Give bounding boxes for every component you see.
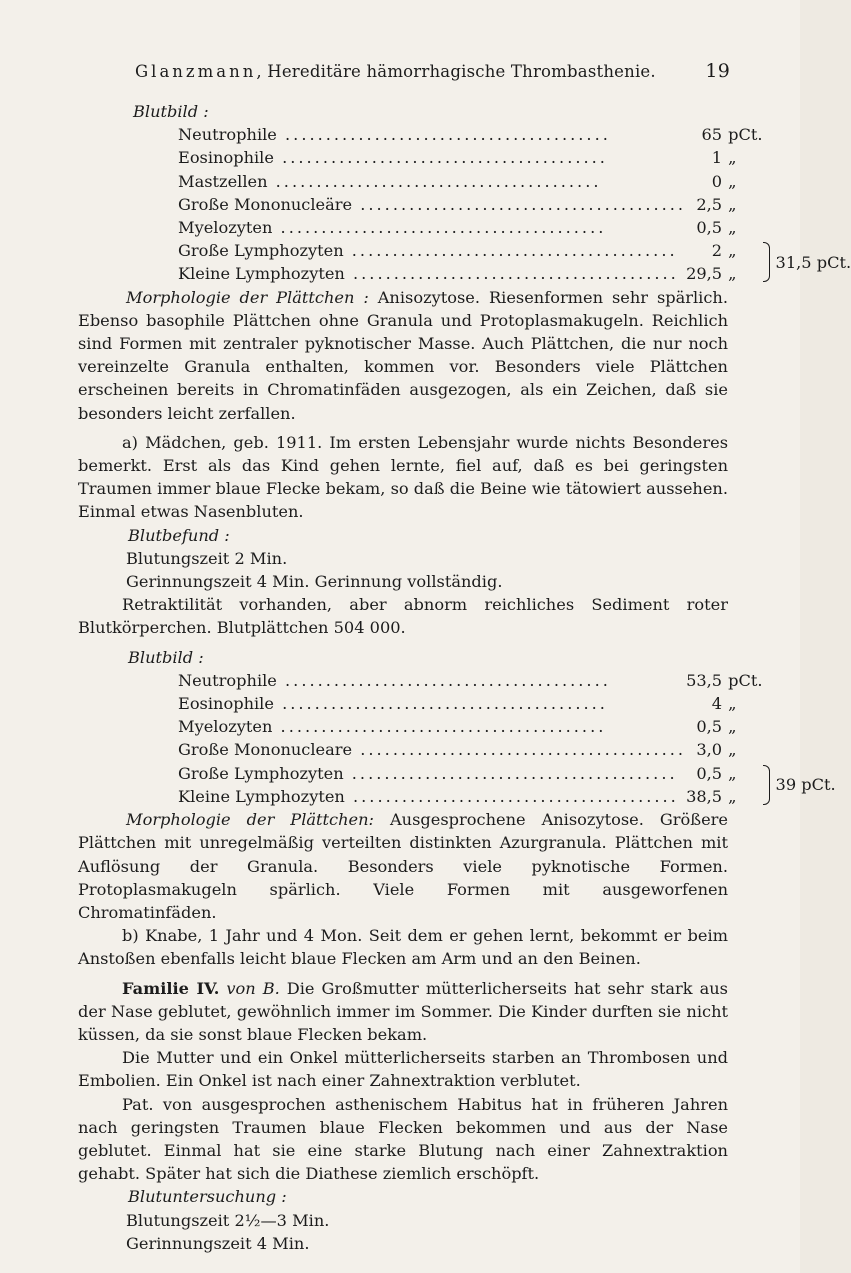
cell-name: Große Mononucleäre ........................................ [178,194,687,214]
running-header [135,60,730,82]
page-number: 19 [705,60,730,82]
cell-name: Große Mononucleare ........................................ [178,740,687,760]
cell-unit: „ [728,264,737,284]
morphology-label-1: Morphologie der Plättchen : [126,287,369,307]
familie-4-heading: Familie IV. [122,978,220,998]
cell-unit: „ [728,717,737,737]
cell-value: 2,5 [696,194,723,214]
familie-4-paragraph-3: Pat. von ausgesprochen asthenischem Habitus hat in früheren Jahren nach geringsten Traumen blaue Flecken bekommen und aus der Nase geblutet. Einmal hat sie eine starke Blutung nach einer Zahnextraktion gehabt. Später hat sich die Diathese ziemlich erschöpft. [78,1094,728,1184]
cell-unit: „ [728,194,737,214]
blutuntersuchung-label: Blutuntersuchung : [128,1187,287,1207]
cell-name: Eosinophile ........................................ [178,694,608,714]
familie-4-paragraph-2: Die Mutter und ein Onkel mütterlicherseits starben an Thrombosen und Embolien. Ein Onkel ist nach einer Zahnextraktion verblutet. [78,1048,728,1091]
blutbild-2-row [178,738,836,761]
cell-value: 38,5 [686,786,723,806]
brace-icon [763,765,770,805]
cell-name: Große Lymphozyten ........................................ [178,763,678,783]
blutbild-1-row [178,216,851,239]
brace-total-text: 31,5 pCt. [775,252,851,272]
cell-value: 53,5 [686,670,723,690]
cell-unit: „ [728,763,737,783]
blutbild-table-1 [178,123,851,285]
cell-name: Mastzellen ........................................ [178,171,602,191]
blutbild-table-2 [178,669,836,808]
blutbild-1-row [178,146,851,169]
familie-4-heading-name: von B. [226,978,280,998]
blutungszeit-line: Blutungszeit 2 Min. [126,548,288,568]
familie-4-paragraph-1 [78,977,728,1047]
cell-unit: pCt. [728,670,763,690]
cell-value: 0,5 [696,218,723,238]
cell-unit: „ [728,218,737,238]
cell-unit: „ [728,241,737,261]
cell-name: Myelozyten ........................................ [178,218,607,238]
cell-value: 0 [711,171,723,191]
case-b-paragraph: b) Knabe, 1 Jahr und 4 Mon. Seit dem er gehen lernt, bekommt er beim Anstoßen ebenfalls leicht blaue Flecken am Arm und an den Beinen. [78,926,728,969]
retraktilitaet-paragraph: Retraktilität vorhanden, aber abnorm reichliches Sediment roter Blutkörperchen. Blutplättchen 504 000. [78,595,728,638]
header-title-text: , Hereditäre hämorrhagische Thrombasthenie. [256,62,656,81]
blutbild-1-row [178,239,851,262]
morphology-text-2: Ausgesprochene Anisozytose. Größere Plättchen mit unregelmäßig verteilten distinkten Azurgranula. Plättchen mit Auflösung der Granula. Besonders viele pyknotische Formen. Protoplasmakugeln spärlich. Viele Formen mit ausgeworfenen Chromatinfäden. [78,810,728,922]
blutbild-1-row [178,123,851,146]
cell-unit: „ [728,786,737,806]
cell-name: Eosinophile ........................................ [178,148,608,168]
cell-unit: pCt. [728,125,763,145]
morphology-label-2: Morphologie der Plättchen: [126,810,374,830]
cell-unit: „ [728,740,737,760]
cell-value: 0,5 [696,763,723,783]
cell-value: 1 [711,148,723,168]
blutbild-2-row [178,762,836,785]
blutbild-2-row [178,715,836,738]
cell-unit: „ [728,171,737,191]
brace-total [763,239,851,285]
brace-total [763,762,836,808]
blutbild-1-row [178,262,851,285]
cell-value: 2 [711,241,723,261]
gerinnungszeit-line: Gerinnungszeit 4 Min. Gerinnung vollständig. [126,572,503,592]
blutbild-2-row [178,692,836,715]
blutbild-label-1: Blutbild : [133,102,209,121]
brace-icon [763,242,770,282]
cell-name: Kleine Lymphozyten ........................................ [178,264,679,284]
cell-name: Neutrophile ........................................ [178,670,611,690]
blutungszeit-line-2: Blutungszeit 2½—3 Min. [126,1210,330,1230]
blutbefund-label: Blutbefund : [128,525,230,545]
header-author: Glanzmann [135,62,257,81]
morphology-paragraph-1 [78,286,728,425]
cell-unit: „ [728,148,737,168]
cell-value: 65 [701,125,723,145]
page-body [78,100,851,1255]
blutbild-label-2: Blutbild : [128,647,204,667]
blutbild-2-row [178,669,836,692]
gerinnungszeit-line-2: Gerinnungszeit 4 Min. [126,1233,310,1253]
cell-unit: „ [728,694,737,714]
cell-name: Neutrophile ........................................ [178,125,611,145]
cell-name: Große Lymphozyten ........................................ [178,241,678,261]
case-a-paragraph: a) Mädchen, geb. 1911. Im ersten Lebensjahr wurde nichts Besonderes bemerkt. Erst als das Kind gehen lernte, fiel auf, daß es bei geringsten Traumen immer blaue Flecke bekam, so daß die Beine wie tätowiert aussehen. Einmal etwas Nasenbluten. [78,432,728,522]
familie-4-text-1: Die Großmutter mütterlicherseits hat sehr stark aus der Nase geblutet, gewöhnlich immer im Sommer. Die Kinder durften sie nicht küssen, da sie sonst blaue Flecken bekam. [78,978,728,1044]
brace-total-text: 39 pCt. [775,775,836,795]
blutbild-2-row [178,785,836,808]
cell-value: 0,5 [696,717,723,737]
cell-name: Myelozyten ........................................ [178,717,607,737]
blutbild-1-row [178,193,851,216]
cell-value: 29,5 [686,264,723,284]
header-title [135,62,656,81]
morphology-paragraph-2 [78,808,728,924]
blutbild-1-row [178,170,851,193]
morphology-text-1: Anisozytose. Riesenformen sehr spärlich. Ebenso basophile Plättchen ohne Granula und Protoplasmakugeln. Reichlich sind Formen mit zentraler pyknotischer Masse. Auch Plättchen, die nur noch vereinzelte Granula enthalten, kommen vor. Besonders viele Plättchen erscheinen bereits in Chromatinfäden ausgezogen, als ein Zeichen, daß sie besonders leicht zerfallen. [78,287,728,423]
cell-value: 3,0 [696,740,723,760]
cell-value: 4 [711,694,723,714]
cell-name: Kleine Lymphozyten ........................................ [178,786,679,806]
